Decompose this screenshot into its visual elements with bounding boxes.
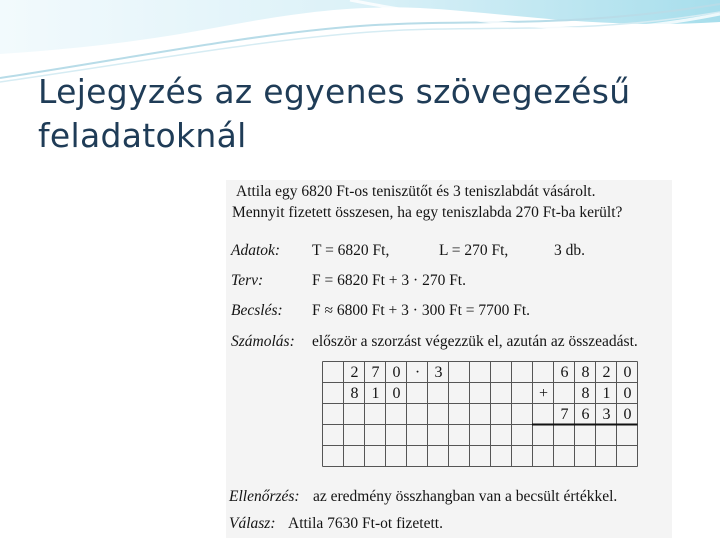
valasz-text: Attila 7630 Ft-ot fizetett. (288, 515, 443, 532)
grid-cell: 0 (392, 385, 401, 402)
adatok-label: Adatok: (231, 242, 281, 259)
grid-cell: 8 (581, 385, 590, 402)
grid-cell: 7 (560, 406, 569, 423)
grid-cell: 1 (602, 385, 611, 402)
grid-cell: 2 (602, 364, 611, 381)
grid-cell: 1 (371, 385, 380, 402)
grid-cell: 3 (434, 364, 443, 381)
grid-cell: 8 (350, 385, 359, 402)
problem-line-2: Mennyit fizetett összesen, ha egy teniszlabda 270 Ft-ba került? (232, 204, 623, 221)
adatok-t: T = 6820 Ft, (312, 242, 390, 259)
adatok-l: L = 270 Ft, (439, 242, 509, 259)
terv-label: Terv: (231, 272, 264, 289)
slide-title: Lejegyzés az egyenes szövegezésű feladatoknál (38, 72, 631, 155)
grid-cell: 0 (623, 406, 632, 423)
valasz-label: Válasz: (229, 515, 276, 532)
grid-cell: + (538, 385, 549, 402)
grid-cell: 0 (623, 385, 632, 402)
scanned-worked-example (226, 180, 672, 538)
grid-cell: 0 (392, 364, 401, 381)
problem-line-1: Attila egy 6820 Ft-os teniszütőt és 3 teniszlabdát vásárolt. (236, 183, 596, 200)
becsles-text: F ≈ 6800 Ft + 3 · 300 Ft = 7700 Ft. (312, 302, 531, 319)
grid-cell: 8 (581, 364, 590, 381)
grid-cell: 6 (581, 406, 590, 423)
ellenorzes-label: Ellenőrzés: (229, 488, 300, 505)
grid-cell: 7 (371, 364, 380, 381)
ellenorzes-text: az eredmény összhangban van a becsült értékkel. (313, 488, 618, 505)
szamolas-text: először a szorzást végezzük el, azután az összeadást. (312, 333, 638, 350)
becsles-label: Becslés: (231, 302, 283, 319)
grid-cell: 2 (350, 364, 359, 381)
terv-text: F = 6820 Ft + 3 · 270 Ft. (312, 272, 466, 289)
grid-cell: · (414, 364, 421, 381)
grid-cell: 3 (602, 406, 611, 423)
grid-cell: 0 (623, 364, 632, 381)
szamolas-label: Számolás: (231, 333, 295, 350)
grid-cell: 6 (560, 364, 569, 381)
adatok-db: 3 db. (554, 242, 585, 259)
